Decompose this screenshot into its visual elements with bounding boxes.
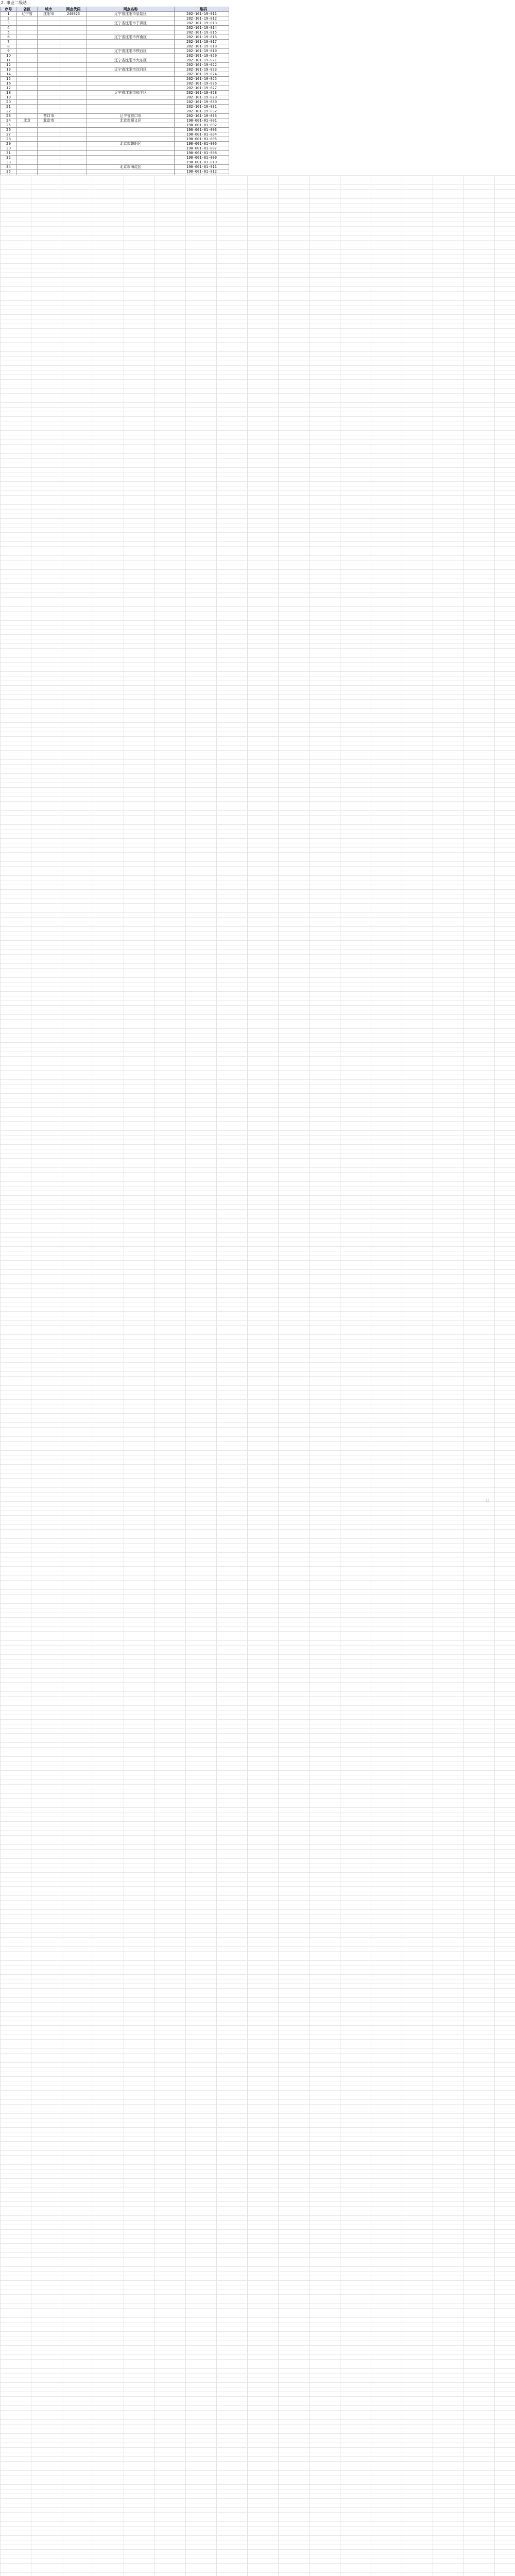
city-cell[interactable] — [38, 95, 60, 100]
site-code-cell[interactable] — [60, 58, 87, 63]
row-number[interactable]: 32 — [1, 156, 17, 160]
city-cell[interactable] — [38, 109, 60, 114]
row-number[interactable]: 29 — [1, 142, 17, 146]
site-code-cell[interactable] — [60, 137, 87, 142]
qr-code-cell[interactable]: 202-101-19-028 — [175, 91, 229, 95]
column-header[interactable]: 二维码 — [175, 7, 229, 12]
row-number[interactable]: 5 — [1, 30, 17, 35]
row-number[interactable]: 16 — [1, 81, 17, 86]
site-name-cell[interactable] — [87, 30, 175, 35]
site-name-cell[interactable] — [87, 160, 175, 165]
table-row[interactable] — [1, 86, 229, 91]
province-cell[interactable] — [17, 26, 38, 30]
qr-code-cell[interactable]: 202-101-19-023 — [175, 67, 229, 72]
table-row[interactable] — [1, 160, 229, 165]
site-code-cell[interactable] — [60, 109, 87, 114]
city-cell[interactable] — [38, 146, 60, 151]
city-cell[interactable] — [38, 105, 60, 109]
city-cell[interactable] — [38, 137, 60, 142]
site-name-cell[interactable] — [87, 105, 175, 109]
row-number[interactable]: 9 — [1, 49, 17, 54]
header-row — [1, 7, 229, 12]
city-cell[interactable] — [38, 81, 60, 86]
table-row[interactable] — [1, 123, 229, 128]
province-cell[interactable] — [17, 160, 38, 165]
table-row[interactable] — [1, 63, 229, 67]
column-header[interactable]: 网点代码 — [60, 7, 87, 12]
qr-code-cell[interactable]: 202-101-19-015 — [175, 30, 229, 35]
site-code-cell[interactable] — [60, 63, 87, 67]
qr-code-cell[interactable]: 202-101-19-026 — [175, 81, 229, 86]
site-name-cell[interactable]: 北京市朝阳区 — [87, 142, 175, 146]
table-row[interactable] — [1, 95, 229, 100]
province-cell[interactable] — [17, 128, 38, 132]
table-row[interactable] — [1, 100, 229, 105]
qr-code-cell[interactable]: 202-101-19-014 — [175, 26, 229, 30]
qr-code-cell[interactable]: 202-101-19-021 — [175, 58, 229, 63]
qr-code-cell[interactable]: 190-001-01-001 — [175, 118, 229, 123]
site-code-cell[interactable] — [60, 67, 87, 72]
site-name-cell[interactable]: 辽宁省沈阳市沈河区 — [87, 67, 175, 72]
site-name-cell[interactable] — [87, 137, 175, 142]
site-code-cell[interactable] — [60, 16, 87, 21]
site-name-cell[interactable] — [87, 156, 175, 160]
site-code-cell[interactable] — [60, 95, 87, 100]
city-cell[interactable] — [38, 91, 60, 95]
province-cell[interactable] — [17, 54, 38, 58]
qr-code-cell[interactable]: 202-101-19-013 — [175, 21, 229, 26]
site-code-cell[interactable] — [60, 128, 87, 132]
row-number[interactable]: 15 — [1, 77, 17, 81]
qr-code-cell[interactable]: 190-001-01-011 — [175, 165, 229, 170]
site-name-cell[interactable]: 北京市顺义区 — [87, 118, 175, 123]
qr-code-cell[interactable]: 202-101-19-018 — [175, 44, 229, 49]
site-name-cell[interactable] — [87, 16, 175, 21]
site-name-cell[interactable] — [87, 72, 175, 77]
table-row[interactable] — [1, 170, 229, 174]
row-number[interactable]: 19 — [1, 95, 17, 100]
site-name-cell[interactable] — [87, 95, 175, 100]
site-code-cell[interactable] — [60, 26, 87, 30]
city-cell[interactable]: 北京市 — [38, 118, 60, 123]
site-code-cell[interactable] — [60, 114, 87, 118]
qr-code-cell[interactable]: 202-101-19-019 — [175, 49, 229, 54]
row-number[interactable]: 13 — [1, 67, 17, 72]
site-name-cell[interactable] — [87, 128, 175, 132]
site-name-cell[interactable] — [87, 170, 175, 174]
site-code-cell[interactable] — [60, 118, 87, 123]
row-number[interactable]: 30 — [1, 146, 17, 151]
qr-code-cell[interactable]: 202-101-19-022 — [175, 63, 229, 67]
city-cell[interactable] — [38, 16, 60, 21]
site-code-cell[interactable] — [60, 54, 87, 58]
site-name-cell[interactable]: 辽宁省沈阳市于洪区 — [87, 21, 175, 26]
site-name-cell[interactable]: 辽宁省沈阳市大东区 — [87, 58, 175, 63]
table-row[interactable] — [1, 156, 229, 160]
qr-code-cell[interactable]: 202-101-19-033 — [175, 114, 229, 118]
city-cell[interactable] — [38, 123, 60, 128]
city-cell[interactable] — [38, 54, 60, 58]
province-cell[interactable] — [17, 170, 38, 174]
city-cell[interactable] — [38, 35, 60, 40]
row-number[interactable]: 24 — [1, 118, 17, 123]
row-number[interactable]: 10 — [1, 54, 17, 58]
province-cell[interactable] — [17, 86, 38, 91]
site-name-cell[interactable] — [87, 123, 175, 128]
table-row[interactable] — [1, 146, 229, 151]
province-cell[interactable] — [17, 142, 38, 146]
table-row[interactable] — [1, 128, 229, 132]
qr-code-cell[interactable]: 202-101-19-011 — [175, 12, 229, 16]
row-number[interactable]: 4 — [1, 26, 17, 30]
city-cell[interactable] — [38, 63, 60, 67]
site-name-cell[interactable] — [87, 40, 175, 44]
qr-code-cell[interactable]: 202-101-19-017 — [175, 40, 229, 44]
table-row[interactable] — [1, 118, 229, 123]
site-code-cell[interactable] — [60, 132, 87, 137]
province-cell[interactable] — [17, 109, 38, 114]
row-number[interactable]: 25 — [1, 123, 17, 128]
row-number[interactable]: 35 — [1, 170, 17, 174]
table-row[interactable] — [1, 142, 229, 146]
row-number[interactable]: 7 — [1, 40, 17, 44]
city-cell[interactable] — [38, 170, 60, 174]
table-row[interactable] — [1, 35, 229, 40]
row-number[interactable]: 12 — [1, 63, 17, 67]
table-row[interactable] — [1, 49, 229, 54]
province-cell[interactable] — [17, 49, 38, 54]
province-cell[interactable] — [17, 67, 38, 72]
site-name-cell[interactable] — [87, 77, 175, 81]
city-cell[interactable] — [38, 49, 60, 54]
row-number[interactable]: 18 — [1, 91, 17, 95]
province-cell[interactable] — [17, 58, 38, 63]
site-code-cell[interactable] — [60, 77, 87, 81]
site-name-cell[interactable] — [87, 44, 175, 49]
data-table — [0, 7, 229, 183]
city-cell[interactable] — [38, 156, 60, 160]
qr-code-cell[interactable]: 202-101-19-012 — [175, 16, 229, 21]
province-cell[interactable] — [17, 146, 38, 151]
city-cell[interactable]: 营口市 — [38, 114, 60, 118]
row-number[interactable]: 26 — [1, 128, 17, 132]
table-row[interactable] — [1, 72, 229, 77]
city-cell[interactable] — [38, 58, 60, 63]
site-name-cell[interactable] — [87, 54, 175, 58]
city-cell[interactable] — [38, 160, 60, 165]
table-row[interactable] — [1, 114, 229, 118]
site-name-cell[interactable] — [87, 132, 175, 137]
row-number[interactable]: 34 — [1, 165, 17, 170]
row-number[interactable]: 28 — [1, 137, 17, 142]
city-cell[interactable] — [38, 100, 60, 105]
site-code-cell[interactable] — [60, 44, 87, 49]
qr-code-cell[interactable]: 190-001-01-008 — [175, 151, 229, 156]
site-name-cell[interactable] — [87, 63, 175, 67]
city-cell[interactable] — [38, 128, 60, 132]
site-code-cell[interactable] — [60, 105, 87, 109]
qr-code-cell[interactable]: 202-101-19-020 — [175, 54, 229, 58]
table-row[interactable] — [1, 16, 229, 21]
qr-code-cell[interactable]: 202-101-19-029 — [175, 95, 229, 100]
qr-code-cell[interactable]: 190-001-01-004 — [175, 132, 229, 137]
table-row[interactable] — [1, 12, 229, 16]
table-row[interactable] — [1, 58, 229, 63]
site-code-cell[interactable]: 240025 — [60, 12, 87, 16]
qr-code-cell[interactable]: 190-001-01-005 — [175, 137, 229, 142]
province-cell[interactable] — [17, 132, 38, 137]
sheet-grid-area — [0, 175, 515, 2576]
row-number[interactable]: 1 — [1, 12, 17, 16]
row-number[interactable]: 27 — [1, 132, 17, 137]
site-code-cell[interactable] — [60, 146, 87, 151]
row-number[interactable]: 14 — [1, 72, 17, 77]
site-code-cell[interactable] — [60, 165, 87, 170]
row-number[interactable]: 8 — [1, 44, 17, 49]
row-number[interactable]: 23 — [1, 114, 17, 118]
row-number[interactable]: 22 — [1, 109, 17, 114]
table-row[interactable] — [1, 67, 229, 72]
qr-code-cell[interactable]: 202-101-19-016 — [175, 35, 229, 40]
site-code-cell[interactable] — [60, 72, 87, 77]
city-cell[interactable] — [38, 67, 60, 72]
qr-code-cell[interactable]: 202-101-19-032 — [175, 109, 229, 114]
site-name-cell[interactable] — [87, 26, 175, 30]
row-number[interactable]: 3 — [1, 21, 17, 26]
site-code-cell[interactable] — [60, 160, 87, 165]
province-cell[interactable] — [17, 156, 38, 160]
table-row[interactable] — [1, 54, 229, 58]
province-cell[interactable] — [17, 123, 38, 128]
row-number[interactable]: 2 — [1, 16, 17, 21]
site-code-cell[interactable] — [60, 21, 87, 26]
table-row[interactable] — [1, 105, 229, 109]
province-cell[interactable] — [17, 77, 38, 81]
site-code-cell[interactable] — [60, 170, 87, 174]
column-header[interactable]: 城市 — [38, 7, 60, 12]
qr-code-cell[interactable]: 190-001-01-006 — [175, 142, 229, 146]
table-row[interactable] — [1, 21, 229, 26]
qr-code-cell[interactable]: 202-101-19-030 — [175, 100, 229, 105]
site-name-cell[interactable]: 北京市海淀区 — [87, 165, 175, 170]
city-cell[interactable] — [38, 132, 60, 137]
city-cell[interactable] — [38, 142, 60, 146]
province-cell[interactable]: 北京 — [17, 118, 38, 123]
site-code-cell[interactable] — [60, 49, 87, 54]
site-name-cell[interactable]: 辽宁省营口市 — [87, 114, 175, 118]
qr-code-cell[interactable]: 202-101-19-024 — [175, 72, 229, 77]
qr-code-cell[interactable]: 202-101-19-025 — [175, 77, 229, 81]
row-number[interactable]: 11 — [1, 58, 17, 63]
site-code-cell[interactable] — [60, 40, 87, 44]
table-row[interactable] — [1, 165, 229, 170]
city-cell[interactable] — [38, 26, 60, 30]
site-code-cell[interactable] — [60, 142, 87, 146]
row-number[interactable]: 6 — [1, 35, 17, 40]
site-code-cell[interactable] — [60, 156, 87, 160]
site-code-cell[interactable] — [60, 30, 87, 35]
row-number[interactable]: 31 — [1, 151, 17, 156]
site-name-cell[interactable]: 辽宁省沈阳市和平区 — [87, 91, 175, 95]
site-code-cell[interactable] — [60, 100, 87, 105]
qr-code-cell[interactable]: 190-001-01-009 — [175, 156, 229, 160]
city-cell[interactable] — [38, 40, 60, 44]
table-row[interactable] — [1, 81, 229, 86]
column-header[interactable]: 序号 — [1, 7, 17, 12]
table-row[interactable] — [1, 137, 229, 142]
site-name-cell[interactable] — [87, 151, 175, 156]
table-row[interactable] — [1, 44, 229, 49]
site-name-cell[interactable]: 辽宁省沈阳市浑南区 — [87, 35, 175, 40]
qr-code-cell[interactable]: 202-101-19-027 — [175, 86, 229, 91]
table-row[interactable] — [1, 40, 229, 44]
province-cell[interactable] — [17, 114, 38, 118]
qr-code-cell[interactable]: 190-001-01-012 — [175, 170, 229, 174]
site-name-cell[interactable] — [87, 86, 175, 91]
site-code-cell[interactable] — [60, 81, 87, 86]
city-cell[interactable] — [38, 21, 60, 26]
province-cell[interactable] — [17, 16, 38, 21]
province-cell[interactable]: 辽宁省 — [17, 12, 38, 16]
table-row[interactable] — [1, 30, 229, 35]
site-code-cell[interactable] — [60, 35, 87, 40]
province-cell[interactable] — [17, 21, 38, 26]
qr-code-cell[interactable]: 190-001-01-007 — [175, 146, 229, 151]
qr-code-cell[interactable]: 190-001-01-003 — [175, 128, 229, 132]
site-name-cell[interactable]: 辽宁省沈阳市皇姑区 — [87, 12, 175, 16]
table-row[interactable] — [1, 26, 229, 30]
city-cell[interactable]: 沈阳市 — [38, 12, 60, 16]
city-cell[interactable] — [38, 86, 60, 91]
column-header[interactable]: 网点名称 — [87, 7, 175, 12]
table-row[interactable] — [1, 91, 229, 95]
qr-code-cell[interactable]: 190-001-01-002 — [175, 123, 229, 128]
qr-code-cell[interactable]: 190-001-01-010 — [175, 160, 229, 165]
province-cell[interactable] — [17, 63, 38, 67]
column-header[interactable]: 省区 — [17, 7, 38, 12]
site-name-cell[interactable] — [87, 146, 175, 151]
table-row[interactable] — [1, 132, 229, 137]
city-cell[interactable] — [38, 44, 60, 49]
sheet-title: 2. 事业二级站 — [1, 1, 27, 5]
site-name-cell[interactable] — [87, 81, 175, 86]
city-cell[interactable] — [38, 72, 60, 77]
site-name-cell[interactable] — [87, 109, 175, 114]
site-code-cell[interactable] — [60, 91, 87, 95]
city-cell[interactable] — [38, 30, 60, 35]
city-cell[interactable] — [38, 165, 60, 170]
city-cell[interactable] — [38, 151, 60, 156]
province-cell[interactable] — [17, 35, 38, 40]
province-cell[interactable] — [17, 72, 38, 77]
site-name-cell[interactable] — [87, 100, 175, 105]
row-number[interactable]: 17 — [1, 86, 17, 91]
province-cell[interactable] — [17, 40, 38, 44]
province-cell[interactable] — [17, 137, 38, 142]
site-code-cell[interactable] — [60, 123, 87, 128]
province-cell[interactable] — [17, 165, 38, 170]
qr-code-cell[interactable]: 202-101-19-031 — [175, 105, 229, 109]
province-cell[interactable] — [17, 91, 38, 95]
province-cell[interactable] — [17, 105, 38, 109]
province-cell[interactable] — [17, 81, 38, 86]
table-row[interactable] — [1, 151, 229, 156]
province-cell[interactable] — [17, 151, 38, 156]
province-cell[interactable] — [17, 100, 38, 105]
province-cell[interactable] — [17, 44, 38, 49]
table-row[interactable] — [1, 109, 229, 114]
site-code-cell[interactable] — [60, 151, 87, 156]
province-cell[interactable] — [17, 30, 38, 35]
row-number[interactable]: 33 — [1, 160, 17, 165]
site-name-cell[interactable]: 辽宁省沈阳市铁西区 — [87, 49, 175, 54]
city-cell[interactable] — [38, 77, 60, 81]
scroll-marker-icon: ▯ — [486, 1498, 489, 1503]
table-row[interactable] — [1, 77, 229, 81]
province-cell[interactable] — [17, 95, 38, 100]
site-code-cell[interactable] — [60, 86, 87, 91]
row-number[interactable]: 20 — [1, 100, 17, 105]
row-number[interactable]: 21 — [1, 105, 17, 109]
